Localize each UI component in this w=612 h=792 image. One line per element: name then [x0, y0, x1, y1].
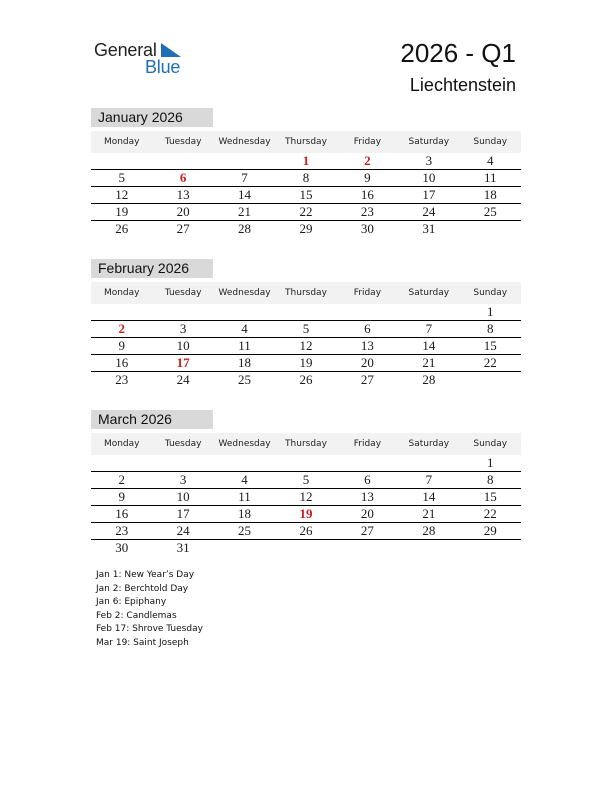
day-cell: 17 [422, 187, 436, 202]
day-cell [214, 153, 275, 169]
day-cell [275, 540, 336, 556]
day-cell: 15 [299, 187, 313, 202]
week-row [91, 355, 521, 372]
weekday-label: Sunday [473, 439, 508, 449]
day-cell: 4 [241, 321, 248, 336]
week-row [91, 372, 521, 388]
day-cell: 11 [483, 170, 497, 185]
logo-text-blue: Blue [145, 57, 181, 77]
day-cell [214, 304, 275, 320]
week-row [91, 187, 521, 204]
month-title: February 2026 [91, 259, 213, 278]
day-cell: 23 [115, 523, 129, 538]
weekday-label: Wednesday [218, 439, 271, 449]
day-cell: 26 [299, 523, 313, 538]
day-cell: 19 [299, 355, 313, 370]
day-cell: 8 [486, 472, 494, 487]
holiday-item: Jan 2: Berchtold Day [96, 583, 189, 594]
week-row [91, 304, 521, 321]
day-cell: 14 [422, 489, 436, 504]
holiday-item: Jan 6: Epiphany [96, 597, 167, 608]
day-cell: 25 [238, 372, 252, 387]
weekday-label: Thursday [285, 439, 327, 449]
day-cell: 20 [360, 355, 374, 370]
weekday-label: Friday [353, 288, 382, 298]
page-title: 2026 - Q1 [400, 38, 516, 68]
day-cell: 1 [486, 455, 494, 470]
day-cell: 16 [115, 506, 129, 521]
day-cell: 31 [422, 221, 436, 236]
day-cell: 14 [238, 187, 252, 202]
day-cell [337, 540, 398, 556]
day-cell: 3 [425, 153, 433, 168]
week-row [91, 523, 521, 540]
day-cell: 16 [360, 187, 374, 202]
day-cell: 10 [176, 489, 190, 504]
logo-triangle-icon [161, 43, 181, 57]
weekday-header [91, 433, 521, 455]
day-cell: 18 [238, 355, 252, 370]
day-cell: 20 [360, 506, 374, 521]
day-cell: 25 [483, 204, 497, 219]
day-cell: 31 [176, 540, 190, 555]
day-cell: 9 [118, 338, 125, 353]
week-rows [91, 455, 521, 556]
weekday-label: Friday [353, 137, 382, 147]
day-cell: 13 [360, 489, 374, 504]
day-cell [337, 455, 398, 471]
holiday-item: Feb 17: Shrove Tuesday [96, 624, 203, 635]
day-cell [398, 455, 459, 471]
week-row [91, 489, 521, 506]
day-cell: 4 [241, 472, 248, 487]
day-cell: 11 [238, 489, 251, 504]
day-cell: 11 [238, 338, 251, 353]
day-cell [398, 540, 459, 556]
weekday-label: Thursday [285, 288, 327, 298]
day-cell: 17 [176, 355, 190, 370]
day-cell: 30 [115, 540, 129, 555]
weekday-label: Friday [353, 439, 382, 449]
day-cell: 16 [115, 355, 129, 370]
day-cell: 26 [299, 372, 313, 387]
day-cell [91, 304, 152, 320]
day-cell: 24 [176, 523, 190, 538]
day-cell: 2 [364, 153, 371, 168]
holiday-item: Jan 1: New Year’s Day [96, 570, 195, 580]
weekday-label: Monday [103, 439, 140, 449]
day-cell: 26 [115, 221, 129, 236]
day-cell: 23 [360, 204, 374, 219]
day-cell [152, 304, 213, 320]
day-cell [275, 304, 336, 320]
day-cell: 5 [118, 170, 125, 185]
week-row [91, 455, 521, 472]
day-cell: 13 [360, 338, 374, 353]
day-cell: 9 [118, 489, 125, 504]
day-cell: 15 [483, 338, 497, 353]
day-cell: 29 [299, 221, 313, 236]
day-cell: 2 [118, 321, 125, 336]
day-cell: 17 [176, 506, 190, 521]
day-cell: 30 [360, 221, 374, 236]
weekday-label: Wednesday [218, 137, 271, 147]
day-cell [91, 153, 152, 169]
day-cell: 15 [483, 489, 497, 504]
month-title: March 2026 [91, 410, 213, 429]
weekday-label: Thursday [285, 137, 327, 147]
month-march [91, 410, 521, 556]
day-cell: 20 [176, 204, 190, 219]
day-cell: 24 [176, 372, 190, 387]
day-cell: 21 [238, 204, 252, 219]
weekday-label: Tuesday [164, 288, 202, 298]
day-cell: 1 [486, 304, 494, 319]
weekday-label: Saturday [408, 137, 450, 147]
day-cell: 7 [241, 170, 248, 185]
weekday-label: Saturday [408, 288, 450, 298]
weekday-label: Tuesday [164, 439, 202, 449]
weekday-label: Tuesday [164, 137, 202, 147]
day-cell: 6 [179, 170, 187, 185]
day-cell: 19 [299, 506, 313, 521]
day-cell: 21 [422, 355, 436, 370]
weekday-label: Monday [103, 137, 140, 147]
day-cell: 18 [238, 506, 252, 521]
holiday-list [96, 569, 203, 651]
day-cell: 12 [299, 489, 313, 504]
day-cell: 19 [115, 204, 129, 219]
day-cell: 10 [422, 170, 436, 185]
country-name: Liechtenstein [409, 75, 516, 95]
day-cell: 1 [302, 153, 310, 168]
day-cell: 28 [422, 372, 436, 387]
day-cell: 14 [422, 338, 436, 353]
holiday-item: Feb 2: Candlemas [96, 610, 177, 621]
week-row [91, 153, 521, 170]
weekday-label: Monday [103, 288, 140, 298]
month-february [91, 259, 521, 388]
day-cell: 27 [176, 221, 190, 236]
day-cell [460, 372, 521, 388]
week-row [91, 221, 521, 237]
week-rows [91, 153, 521, 237]
day-cell: 6 [364, 472, 371, 487]
weekday-label: Sunday [473, 137, 508, 147]
day-cell: 29 [483, 523, 497, 538]
day-cell: 3 [179, 472, 187, 487]
day-cell: 6 [364, 321, 371, 336]
day-cell: 9 [364, 170, 371, 185]
day-cell: 12 [299, 338, 313, 353]
day-cell: 7 [425, 321, 433, 336]
day-cell [275, 455, 336, 471]
day-cell: 8 [302, 170, 310, 185]
day-cell: 4 [486, 153, 494, 168]
day-cell: 21 [422, 506, 436, 521]
day-cell: 12 [115, 187, 129, 202]
week-row [91, 472, 521, 489]
day-cell [460, 221, 521, 237]
week-row [91, 170, 521, 187]
weekday-header [91, 282, 521, 304]
day-cell: 10 [176, 338, 190, 353]
generalblue-logo [94, 40, 204, 80]
day-cell [91, 455, 152, 471]
weekday-label: Wednesday [218, 288, 271, 298]
day-cell: 28 [238, 221, 252, 236]
day-cell: 23 [115, 372, 129, 387]
day-cell: 7 [425, 472, 433, 487]
day-cell [152, 455, 213, 471]
day-cell: 3 [179, 321, 187, 336]
month-january [91, 108, 521, 237]
day-cell [214, 455, 275, 471]
week-row [91, 540, 521, 556]
day-cell [337, 304, 398, 320]
day-cell: 5 [302, 472, 310, 487]
week-row [91, 506, 521, 523]
day-cell: 27 [360, 523, 374, 538]
week-row [91, 338, 521, 355]
month-title: January 2026 [91, 108, 213, 127]
weekday-label: Saturday [408, 439, 450, 449]
day-cell: 22 [483, 355, 497, 370]
day-cell: 28 [422, 523, 436, 538]
day-cell [398, 304, 459, 320]
week-row [91, 204, 521, 221]
logo-text-general: General [94, 40, 157, 60]
day-cell: 25 [238, 523, 252, 538]
week-rows [91, 304, 521, 388]
holiday-item: Mar 19: Saint Joseph [96, 637, 189, 648]
day-cell: 22 [299, 204, 313, 219]
day-cell: 27 [360, 372, 374, 387]
day-cell: 13 [176, 187, 190, 202]
weekday-label: Sunday [473, 288, 508, 298]
weekday-header [91, 131, 521, 153]
day-cell [460, 540, 521, 556]
day-cell: 22 [483, 506, 497, 521]
week-row [91, 321, 521, 338]
day-cell: 18 [483, 187, 497, 202]
day-cell: 2 [118, 472, 125, 487]
day-cell: 5 [302, 321, 310, 336]
day-cell: 24 [422, 204, 436, 219]
day-cell [214, 540, 275, 556]
day-cell [152, 153, 213, 169]
day-cell: 8 [486, 321, 494, 336]
